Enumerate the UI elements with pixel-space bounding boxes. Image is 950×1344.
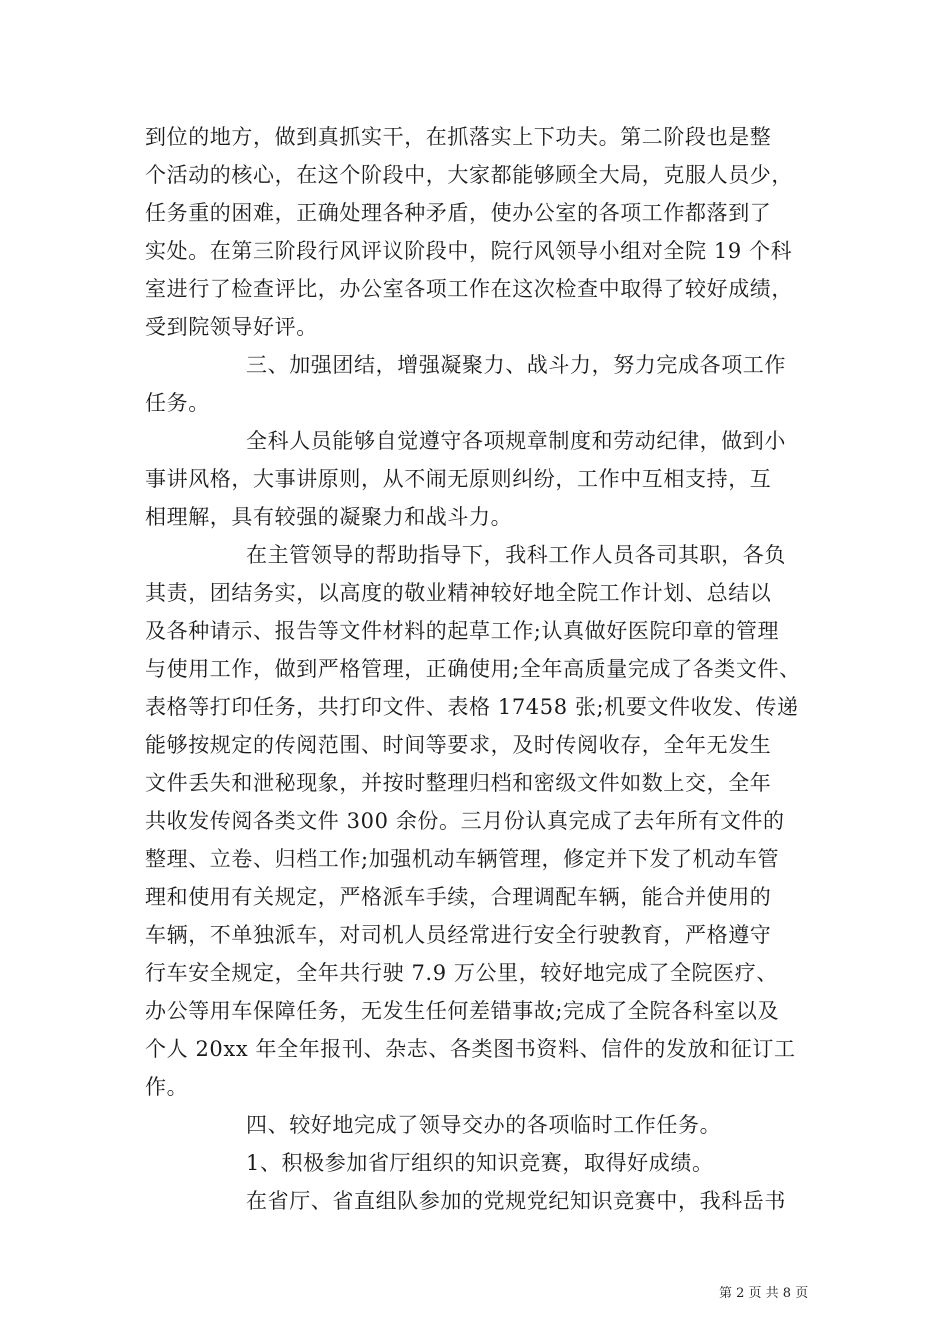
text-line: 行车安全规定，全年共行驶 7.9 万公里，较好地完成了全院医疗、	[145, 961, 778, 985]
page-number: 第 2 页 共 8 页	[719, 1286, 809, 1301]
text-line: 文件丢失和泄秘现象，并按时整理归档和密级文件如数上交，全年	[145, 771, 772, 795]
paragraph-start: 在省厅、省直组队参加的党规党纪知识竞赛中，我科岳书	[246, 1189, 786, 1213]
text-line: 任务。	[145, 391, 210, 415]
text-line: 理和使用有关规定，严格派车手续，合理调配车辆，能合并使用的	[145, 885, 772, 909]
text-line: 个活动的核心，在这个阶段中，大家都能够顾全大局，克服人员少，	[145, 163, 793, 187]
text-line: 车辆，不单独派车，对司机人员经常进行安全行驶教育，严格遵守	[145, 923, 772, 947]
section-heading: 三、加强团结，增强凝聚力、战斗力，努力完成各项工作	[246, 353, 786, 377]
text-line: 相理解，具有较强的凝聚力和战斗力。	[145, 505, 513, 529]
text-line: 及各种请示、报告等文件材料的起草工作;认真做好医院印章的管理	[145, 619, 780, 643]
text-line: 事讲风格，大事讲原则，从不闹无原则纠纷，工作中互相支持，互	[145, 467, 772, 491]
text-line: 受到院领导好评。	[145, 315, 318, 339]
text-line: 到位的地方，做到真抓实干，在抓落实上下功夫。第二阶段也是整	[145, 125, 772, 149]
text-line: 表格等打印任务，共打印文件、表格 17458 张;机要文件收发、传递	[145, 695, 799, 719]
text-line: 室进行了检查评比，办公室各项工作在这次检查中取得了较好成绩，	[145, 277, 793, 301]
text-line: 整理、立卷、归档工作;加强机动车辆管理，修定并下发了机动车管	[145, 847, 780, 871]
subsection-heading: 1、积极参加省厅组织的知识竞赛，取得好成绩。	[246, 1151, 714, 1175]
text-line: 办公等用车保障任务，无发生任何差错事故;完成了全院各科室以及	[145, 999, 780, 1023]
paragraph-start: 全科人员能够自觉遵守各项规章制度和劳动纪律，做到小	[246, 429, 786, 453]
text-line: 实处。在第三阶段行风评议阶段中，院行风领导小组对全院 19 个科	[145, 239, 793, 263]
section-heading: 四、较好地完成了领导交办的各项临时工作任务。	[246, 1113, 722, 1137]
text-line: 个人 20xx 年全年报刊、杂志、各类图书资料、信件的发放和征订工	[145, 1037, 796, 1061]
text-line: 其责，团结务实，以高度的敬业精神较好地全院工作计划、总结以	[145, 581, 772, 605]
text-line: 与使用工作，做到严格管理，正确使用;全年高质量完成了各类文件、	[145, 657, 801, 681]
text-line: 任务重的困难，正确处理各种矛盾，使办公室的各项工作都落到了	[145, 201, 772, 225]
paragraph-start: 在主管领导的帮助指导下，我科工作人员各司其职，各负	[246, 543, 786, 567]
text-line: 作。	[145, 1075, 189, 1099]
text-line: 能够按规定的传阅范围、时间等要求，及时传阅收存，全年无发生	[145, 733, 772, 757]
text-line: 共收发传阅各类文件 300 余份。三月份认真完成了去年所有文件的	[145, 809, 785, 833]
